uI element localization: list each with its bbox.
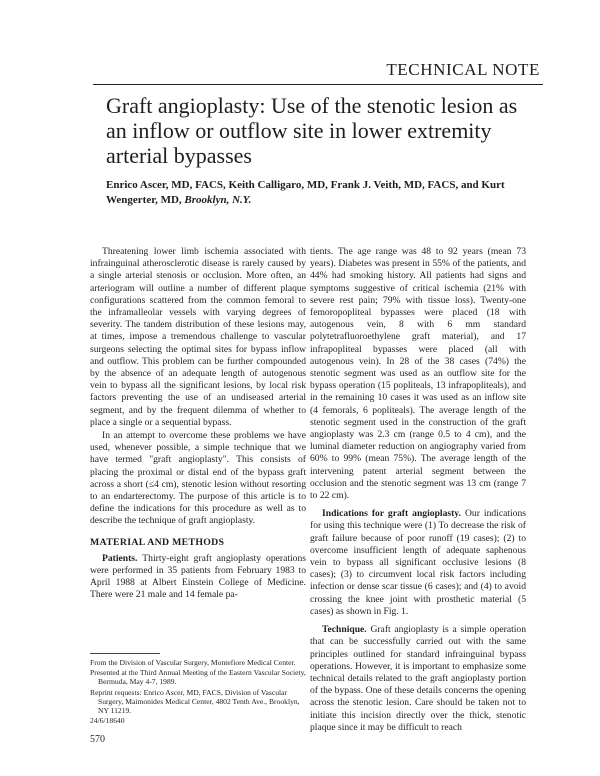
article-title: Graft angioplasty: Use of the stenotic lesion as an inflow or outflow site in lower extremity arterial bypasses (106, 93, 518, 168)
intro-paragraph-2: In an attempt to overcome these problems we have used, whenever possible, a simple technique that we have termed "graft angioplasty". This consists of placing the proximal or distal end of the bypass graft across a short (≤4 cm), stenotic lesion without resorting to an endarterectomy. The purpose of this article is to define the indications for this procedure as well as to describe the technique of graft angioplasty. (90, 430, 306, 527)
technique-heading: Technique. (322, 624, 367, 636)
results-paragraph: tients. The age range was 48 to 92 years (mean 73 years). Diabetes was present in 55% of the patients, and 44% had smoking history. All patients had signs and symptoms suggestive of critical ischemia (21% with severe rest pain; 79% with tissue loss). Twenty-one femoropopliteal bypasses were placed (18 with autogenous vein, 8 with 6 mm standard polytetrafluoroethylene graft material), and 17 infrapopliteal bypasses were placed (all with autogenous vein). In 28 of the 38 cases (74%) the stenotic segment was used as an outflow site for the bypass operation (15 popliteals, 13 infrapopliteals), and in the remaining 10 cases it was used as an inflow site (4 femorals, 6 popliteals). The average length of the stenotic segment used in the construction of the graft angioplasty was 2.3 cm (range 0.5 to 4 cm), and the luminal diameter reduction on angiography varied from 60% to 99% (mean 75%). The average length of the intervening patent arterial segment between the occlusion and the stenotic segment was 13 cm (range 7 to 22 cm). (310, 246, 526, 502)
indications-text: Our indications for using this technique were (1) To decrease the risk of graft failure because of poor runoff (19 cases); (2) to overcome insufficient length of adequate saphenous vein to bypass all significant occlusive lesions (8 cases); (3) to circumvent local risk factors including infection or dense scar tissue (6 cases); and (4) to avoid crossing the knee joint with prosthetic material (5 cases) as shown in Fig. 1. (310, 508, 527, 617)
patients-paragraph (90, 553, 306, 602)
footnote-rule (90, 653, 160, 654)
technique-paragraph (310, 624, 526, 734)
footnote-reprints: Reprint requests: Enrico Ascer, MD, FACS, Division of Vascular Surgery, Maimonides Medical Center, 4802 Tenth Ave., Brooklyn, NY 11219. (90, 687, 300, 716)
footnote-presentation: Presented at the Third Annual Meeting of the Eastern Vascular Society, Bermuda, May 4-7, 1989. (90, 668, 306, 687)
page-number: 570 (90, 734, 105, 745)
technique-text: Graft angioplasty is a simple operation that can be successfully carried out with the same principles outlined for standard infrainguinal bypass operations. However, it is important to emphasize some technical details related to the graft angioplasty portion of the bypass. One of these details concerns the opening across the stenotic lesion. Care should be taken not to initiate this incision directly over the thick, stenotic plaque since it may be difficult to reach (310, 624, 526, 733)
header-rule (93, 84, 543, 85)
patients-text: Thirty-eight graft angioplasty operations were performed in 35 patients from February 1983 to April 1988 at Albert Einstein College of Medicine. There were 21 male and 14 female pa- (90, 552, 306, 601)
left-column (90, 246, 306, 602)
section-heading: MATERIAL AND METHODS (90, 536, 225, 548)
authors: Enrico Ascer, MD, FACS, Keith Calligaro, MD, Frank J. Veith, MD, FACS, and Kurt Wengerter, MD, (106, 179, 505, 206)
section-label: TECHNICAL NOTE (386, 60, 540, 79)
indications-paragraph (310, 508, 526, 618)
footnote-affiliation: From the Division of Vascular Surgery, Montefiore Medical Center. (90, 658, 296, 667)
author-location: Brooklyn, N.Y. (184, 194, 252, 206)
indications-heading: Indications for graft angioplasty. (322, 508, 461, 520)
right-column (310, 246, 526, 734)
intro-paragraph-1: Threatening lower limb ischemia associated with infrainguinal atherosclerotic disease is rarely caused by a single arterial stenosis or occlusion. More often, an arteriogram will outline a number of different plaque configurations scattered from the common femoral to the inframalleolar vessels with varying degrees of severity. The tandem distribution of these lesions may, at times, impose a tremendous challenge to vascular surgeons selecting the optimal sites for bypass inflow and outflow. This problem can be further compounded by the absence of an adequate length of autogenous vein to bypass all the significant lesions, by local risk factors preventing the use of an undiseased arterial segment, and by the frequent dilemma of whether to place a single or a sequential bypass. (90, 246, 306, 428)
author-list (106, 178, 546, 208)
patients-heading: Patients. (102, 552, 138, 564)
footnote-code: 24/6/18640 (90, 716, 125, 726)
footnotes (90, 658, 306, 726)
